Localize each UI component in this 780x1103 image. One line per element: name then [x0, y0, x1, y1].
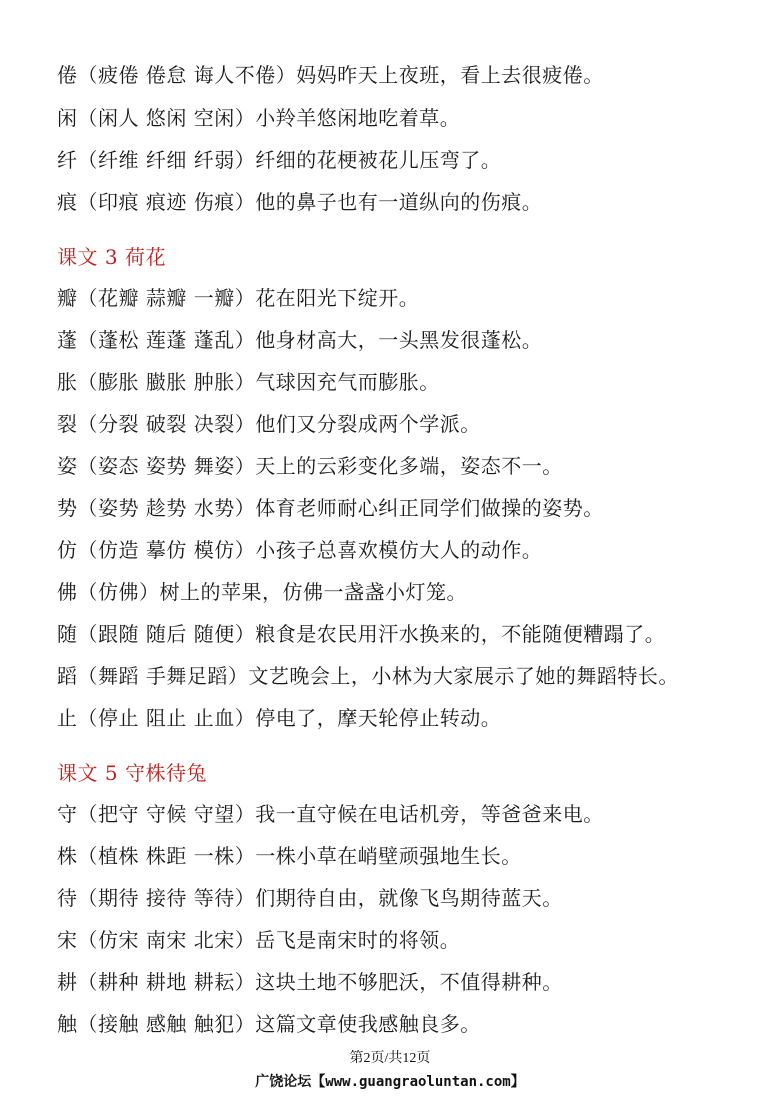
vocab-line: 止（停止 阻止 止血）停电了，摩天轮停止转动。 [57, 706, 502, 730]
vocab-line: 姿（姿态 姿势 舞姿）天上的云彩变化多端，姿态不一。 [57, 454, 563, 478]
vocab-line: 触（接触 感触 触犯）这篇文章使我感触良多。 [57, 1012, 481, 1036]
vocab-line: 胀（膨胀 臌胀 肿胀）气球因充气而膨胀。 [57, 370, 440, 394]
vocab-line: 守（把守 守候 守望）我一直守候在电话机旁，等爸爸来电。 [57, 802, 604, 826]
vocab-line: 待（期待 接待 等待）们期待自由，就像飞鸟期待蓝天。 [57, 886, 563, 910]
vocab-line: 蹈（舞蹈 手舞足蹈）文艺晚会上，小林为大家展示了她的舞蹈特长。 [57, 664, 679, 688]
site-footer: 广饶论坛【www.guangraoluntan.com】 [255, 1074, 525, 1090]
section-heading: 课文 5 守株待兔 [57, 761, 207, 785]
section-heading: 课文 3 荷花 [57, 245, 166, 269]
vocab-line: 瓣（花瓣 蒜瓣 一瓣）花在阳光下绽开。 [57, 286, 420, 310]
vocab-line: 佛（仿佛）树上的苹果，仿佛一盏盏小灯笼。 [57, 580, 467, 604]
vocab-line: 痕（印痕 痕迹 伤痕）他的鼻子也有一道纵向的伤痕。 [57, 190, 543, 214]
vocab-line: 宋（仿宋 南宋 北宋）岳飞是南宋时的将领。 [57, 928, 461, 952]
vocab-line: 纤（纤维 纤细 纤弱）纤细的花梗被花儿压弯了。 [57, 148, 502, 172]
vocab-line: 势（姿势 趁势 水势）体育老师耐心纠正同学们做操的姿势。 [57, 496, 604, 520]
vocab-line: 随（跟随 随后 随便）粮食是农民用汗水换来的，不能随便糟蹋了。 [57, 622, 666, 646]
page-number: 第2页/共12页 [349, 1051, 431, 1066]
vocab-line: 倦（疲倦 倦怠 诲人不倦）妈妈昨天上夜班，看上去很疲倦。 [57, 63, 604, 87]
vocab-line: 耕（耕种 耕地 耕耘）这块土地不够肥沃，不值得耕种。 [57, 970, 563, 994]
vocab-line: 仿（仿造 摹仿 模仿）小孩子总喜欢模仿大人的动作。 [57, 538, 543, 562]
vocab-line: 裂（分裂 破裂 决裂）他们又分裂成两个学派。 [57, 412, 481, 436]
vocab-line: 闲（闲人 悠闲 空闲）小羚羊悠闲地吃着草。 [57, 106, 461, 130]
vocab-line: 蓬（蓬松 莲蓬 蓬乱）他身材高大，一头黑发很蓬松。 [57, 328, 543, 352]
vocab-line: 株（植株 株距 一株）一株小草在峭壁顽强地生长。 [57, 844, 522, 868]
